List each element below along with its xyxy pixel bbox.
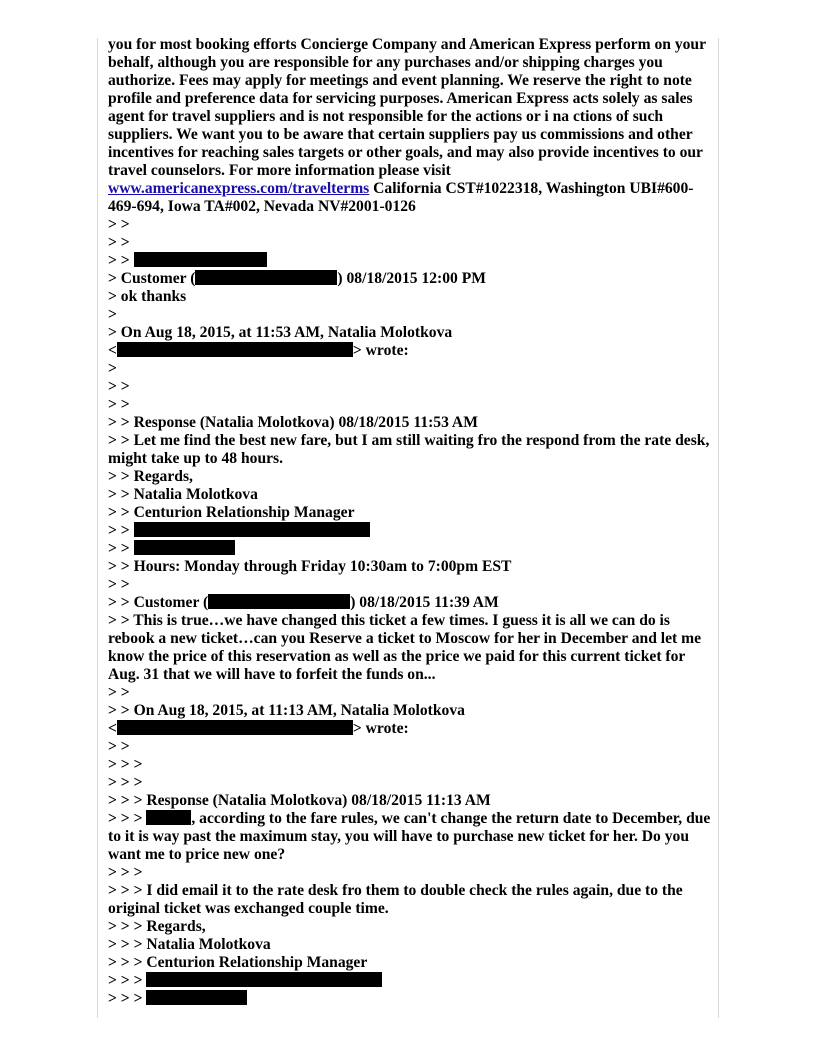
thread-line <box>108 756 714 774</box>
line-text: > > <box>108 378 130 395</box>
line-text: > > This is true…we have changed this ticket a few times. I guess it is all we can do is rebook a new ticket…can you Reserve a ticket to Moscow for her in December and let me know the price of this reservation as well as the price we paid for this current ticket for Aug. 31 that we will have to forfeit the funds on... <box>108 612 702 683</box>
line-text: > > <box>108 576 130 593</box>
line-text: > > <box>108 540 134 557</box>
line-text: > > Customer ( <box>108 594 209 611</box>
line-text: > <box>108 360 117 377</box>
line-text: < <box>108 342 117 359</box>
page-margin-right-rule <box>718 38 719 1018</box>
thread-line <box>108 612 714 684</box>
line-text: > > Regards, <box>108 468 193 485</box>
redaction-block <box>195 270 337 285</box>
thread-line <box>108 486 714 504</box>
line-text: > > > Regards, <box>108 918 206 935</box>
thread-line <box>108 558 714 576</box>
page-margin-left-rule <box>97 38 98 1018</box>
thread-line <box>108 288 714 306</box>
thread-line <box>108 234 714 252</box>
thread-line <box>108 990 714 1008</box>
line-text: > > <box>108 396 130 413</box>
line-text: > > > <box>108 756 143 773</box>
disclaimer-paragraph <box>108 36 714 216</box>
thread-line <box>108 810 714 864</box>
redaction-block <box>134 522 370 537</box>
thread-line <box>108 540 714 558</box>
line-text: < <box>108 720 117 737</box>
thread-line <box>108 432 714 468</box>
travelterms-link[interactable]: www.americanexpress.com/travelterms <box>108 180 370 197</box>
redaction-block <box>146 972 382 987</box>
thread-line <box>108 684 714 702</box>
thread-line <box>108 468 714 486</box>
redaction-block <box>146 810 191 825</box>
thread-line <box>108 864 714 882</box>
thread-line <box>108 738 714 756</box>
line-text: > > > Natalia Molotkova <box>108 936 271 953</box>
thread-line <box>108 882 714 918</box>
disclaimer-text: you for most booking efforts Concierge Company and American Express perform on your behalf, although you are responsible for any purchases and/or shipping charges you authorize. Fees may apply for meetings and event planning. We reserve the right to note profile and preference data for servicing purposes. American Express acts solely as sales agent for travel suppliers and is not responsible for the actions or i na ctions of such suppliers. We want you to be aware that certain suppliers pay us commissions and other incentives for reaching sales targets or other goals, and may also provide incentives to our travel counselors. For more information please visit <box>108 36 706 179</box>
line-text: > > > <box>108 990 147 1007</box>
thread-line <box>108 936 714 954</box>
redaction-block <box>134 540 235 555</box>
redaction-block <box>117 342 353 357</box>
thread-line <box>108 702 714 720</box>
line-text: > > <box>108 738 130 755</box>
line-text-after: > wrote: <box>352 342 409 359</box>
line-text: > > > <box>108 864 143 881</box>
line-text: > > > <box>108 810 147 827</box>
thread-line <box>108 252 714 270</box>
quoted-message-lines <box>108 216 714 1008</box>
line-text: > > Centurion Relationship Manager <box>108 504 355 521</box>
line-text: > > Response (Natalia Molotkova) 08/18/2015 11:53 AM <box>108 414 478 431</box>
line-text: > <box>108 306 117 323</box>
line-text: > > <box>108 252 134 269</box>
line-text: > > <box>108 234 130 251</box>
thread-line <box>108 954 714 972</box>
thread-line <box>108 972 714 990</box>
line-text: > > > <box>108 774 143 791</box>
line-text: > > > Centurion Relationship Manager <box>108 954 368 971</box>
line-text-after: , according to the fare rules, we can't change the return date to December, due to it is way past the maximum stay, you will have to purchase new ticket for her. Do you want me to price new one? <box>108 810 711 863</box>
redaction-block <box>208 594 350 609</box>
thread-line <box>108 324 714 342</box>
disclaimer-tail: California CST#1022318, Washington UBI#600-469-694, Iowa TA#002, Nevada NV#2001-0126 <box>108 180 694 215</box>
email-thread-body <box>108 36 714 1008</box>
line-text: > > <box>108 684 130 701</box>
thread-line <box>108 306 714 324</box>
thread-line <box>108 270 714 288</box>
line-text: > > On Aug 18, 2015, at 11:13 AM, Natalia Molotkova <box>108 702 465 719</box>
thread-line <box>108 342 714 360</box>
line-text-after: ) 08/18/2015 12:00 PM <box>337 270 486 287</box>
line-text-after: ) 08/18/2015 11:39 AM <box>350 594 499 611</box>
thread-line <box>108 216 714 234</box>
line-text: > > > I did email it to the rate desk fro them to double check the rules again, due to the original ticket was exchanged couple time. <box>108 882 683 917</box>
thread-line <box>108 414 714 432</box>
thread-line <box>108 792 714 810</box>
thread-line <box>108 576 714 594</box>
line-text: > On Aug 18, 2015, at 11:53 AM, Natalia Molotkova <box>108 324 453 341</box>
thread-line <box>108 594 714 612</box>
line-text: > > <box>108 522 134 539</box>
redaction-block <box>134 252 267 267</box>
redaction-block <box>146 990 247 1005</box>
thread-line <box>108 378 714 396</box>
redaction-block <box>117 720 353 735</box>
line-text: > ok thanks <box>108 288 187 305</box>
thread-line <box>108 360 714 378</box>
line-text: > > Natalia Molotkova <box>108 486 258 503</box>
thread-line <box>108 504 714 522</box>
thread-line <box>108 522 714 540</box>
line-text: > Customer ( <box>108 270 196 287</box>
line-text-after: > wrote: <box>352 720 409 737</box>
thread-line <box>108 774 714 792</box>
line-text: > > > <box>108 972 147 989</box>
line-text: > > <box>108 216 130 233</box>
thread-line <box>108 396 714 414</box>
thread-line <box>108 918 714 936</box>
line-text: > > > Response (Natalia Molotkova) 08/18/2015 11:13 AM <box>108 792 491 809</box>
line-text: > > Let me find the best new fare, but I am still waiting fro the respond from the rate desk, might take up to 48 hours. <box>108 432 710 467</box>
thread-line <box>108 720 714 738</box>
line-text: > > Hours: Monday through Friday 10:30am to 7:00pm EST <box>108 558 512 575</box>
